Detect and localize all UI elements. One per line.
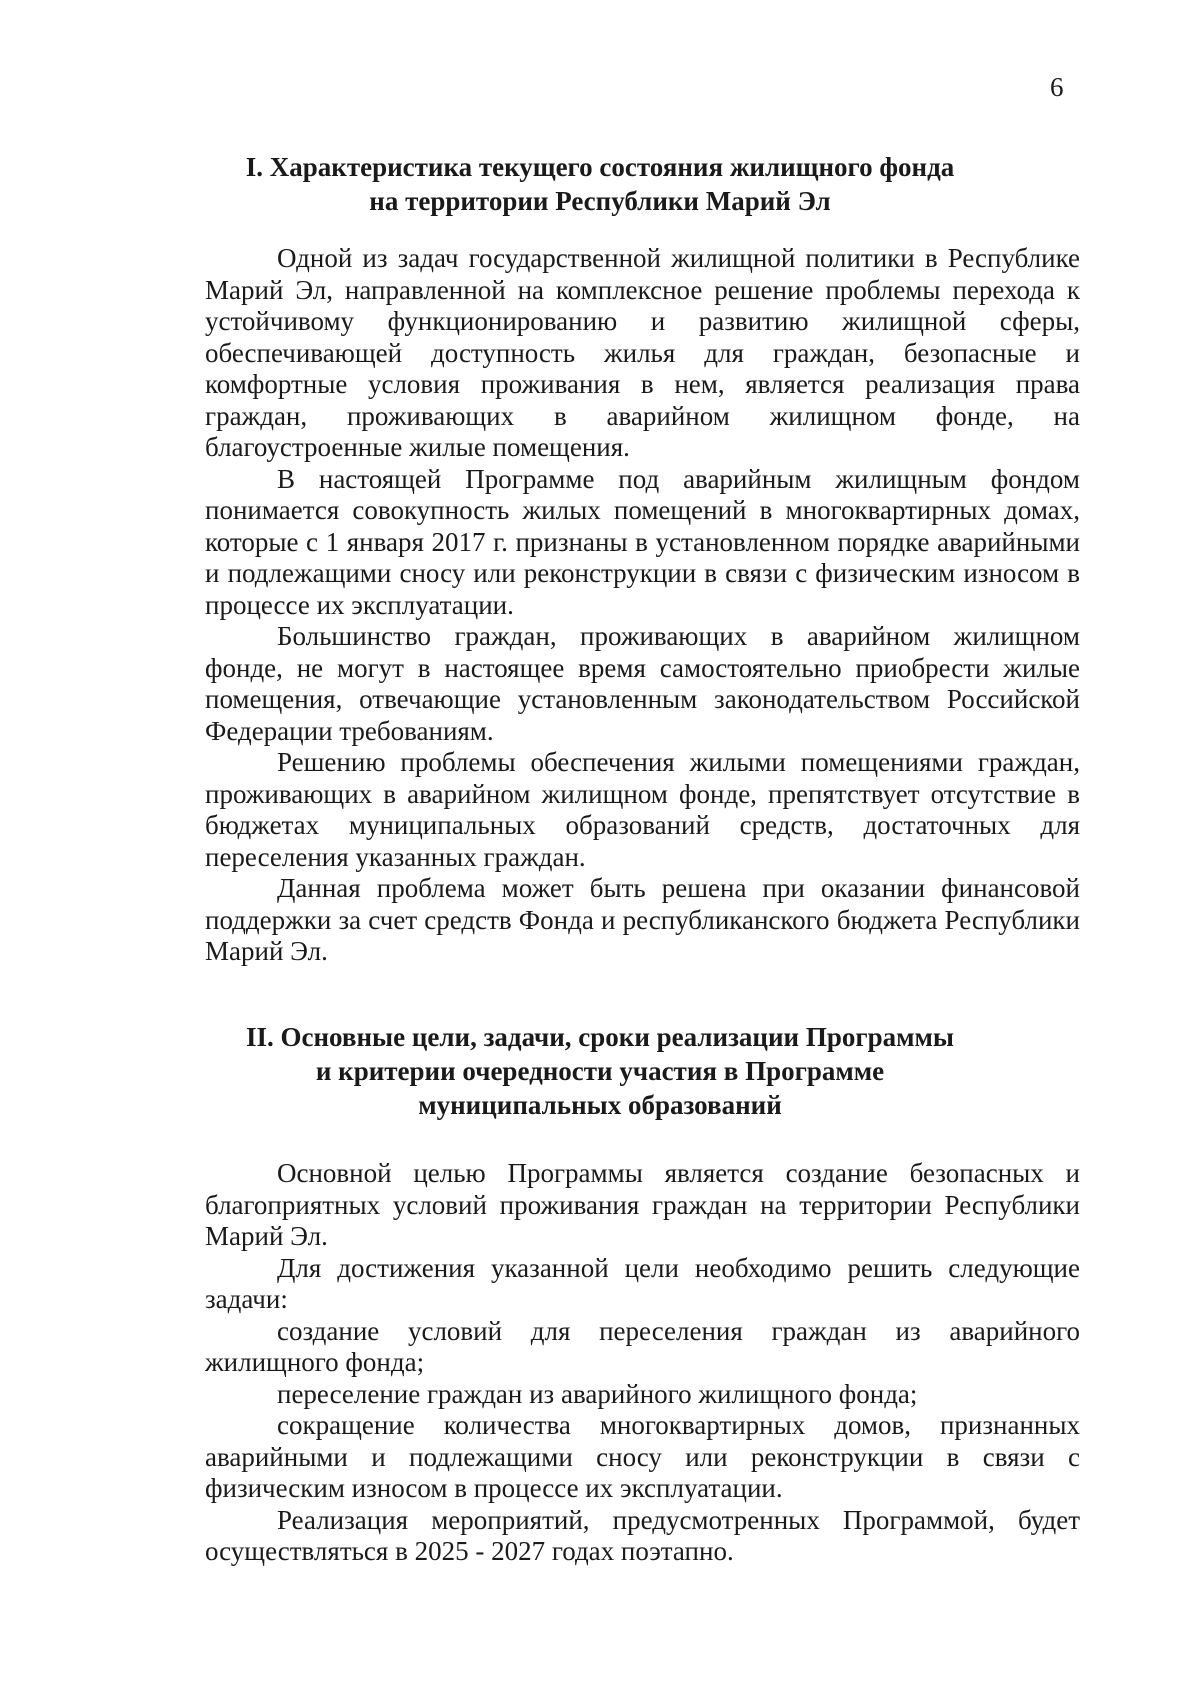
paragraph: Основной целью Программы является создание безопасных и благоприятных условий проживания граждан на территории Республики Марий Эл. xyxy=(205,1158,1080,1251)
paragraph: Реализация мероприятий, предусмотренных Программой, будет осуществляться в 2025 - 2027 годах поэтапно. xyxy=(205,1504,1080,1566)
paragraph: Одной из задач государственной жилищной политики в Республике Марий Эл, направленной на комплексное решение проблемы перехода к устойчивому функционированию и развитию жилищной сферы, обеспечивающей доступность жилья для граждан, безопасные и комфортные условия проживания в нем, является реализация права граждан, проживающих в аварийном жилищном фонде, на благоустроенные жилые помещения. xyxy=(205,243,1080,462)
paragraph: В настоящей Программе под аварийным жилищным фондом понимается совокупность жилых помещений в многоквартирных домах, которые с 1 января 2017 г. признаны в установленном порядке аварийными и подлежащими сносу или реконструкции в связи с физическим износом в процессе их эксплуатации. xyxy=(205,463,1080,620)
page-number: 6 xyxy=(1050,72,1064,102)
section-1-heading xyxy=(180,150,1020,218)
paragraph: Данная проблема может быть решена при оказании финансовой поддержки за счет средств Фонда и республиканского бюджета Республики Марий Эл. xyxy=(205,873,1080,966)
section-2-heading xyxy=(180,1020,1020,1122)
list-item: переселение граждан из аварийного жилищного фонда; xyxy=(277,1378,918,1409)
section-2-heading-line: муниципальных образований xyxy=(418,1090,782,1120)
section-2-body xyxy=(205,1158,1080,1568)
list-item: создание условий для переселения граждан из аварийного жилищного фонда; xyxy=(205,1315,1080,1377)
section-2-heading-line: и критерии очередности участия в Программе xyxy=(315,1056,885,1086)
paragraph: Большинство граждан, проживающих в аварийном жилищном фонде, не могут в настоящее время самостоятельно приобрести жилые помещения, отвечающие установленным законодательством Российской Федерации требованиям. xyxy=(205,621,1080,746)
list-item: сокращение количества многоквартирных домов, признанных аварийными и подлежащими сносу или реконструкции в связи с физическим износом в процессе их эксплуатации. xyxy=(205,1410,1080,1503)
section-2-heading-line: II. Основные цели, задачи, сроки реализации Программы xyxy=(245,1022,955,1052)
section-1-body xyxy=(205,243,1080,968)
paragraph: Для достижения указанной цели необходимо решить следующие задачи: xyxy=(205,1252,1080,1314)
section-1-heading-line: I. Характеристика текущего состояния жилищного фонда xyxy=(245,152,955,182)
paragraph: Решению проблемы обеспечения жилыми помещениями граждан, проживающих в аварийном жилищном фонде, препятствует отсутствие в бюджетах муниципальных образований средств, достаточных для переселения указанных граждан. xyxy=(205,747,1080,872)
section-1-heading-line: на территории Республики Марий Эл xyxy=(369,186,831,216)
